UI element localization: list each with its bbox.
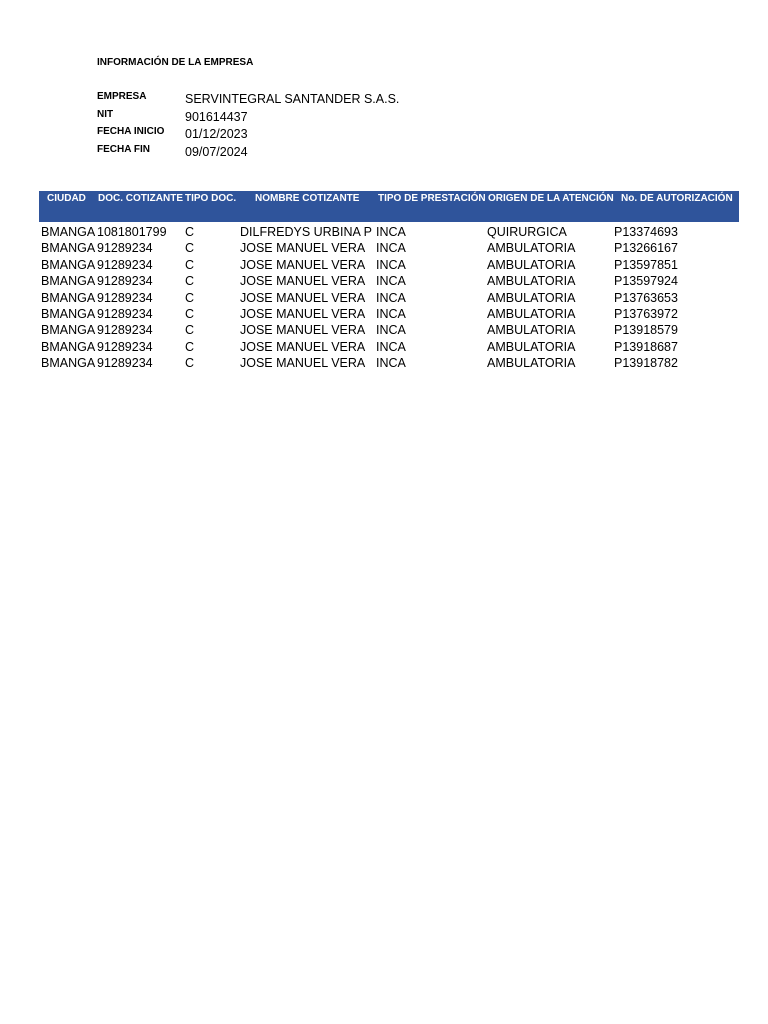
cell-autorizacion: P13918687 [614,339,678,354]
cell-autorizacion: P13918782 [614,356,678,371]
cell-tipo-prestacion: INCA [376,274,406,289]
cell-autorizacion: P13763653 [614,290,678,305]
cell-tipo-prestacion: INCA [376,241,406,256]
cell-origen-atencion: AMBULATORIA [487,323,576,338]
cell-origen-atencion: AMBULATORIA [487,339,576,354]
cell-doc-cotizante: 91289234 [97,274,153,289]
cell-ciudad: BMANGA [41,306,96,321]
cell-tipo-prestacion: INCA [376,323,406,338]
cell-autorizacion: P13763972 [614,306,678,321]
cell-origen-atencion: AMBULATORIA [487,356,576,371]
cell-autorizacion: P13918579 [614,323,678,338]
cell-autorizacion: P13374693 [614,225,678,239]
cell-nombre-cotizante: JOSE MANUEL VERA [240,323,366,338]
cell-tipo-doc: C [185,241,195,256]
cell-nombre-cotizante: JOSE MANUEL VERA [240,339,366,354]
cell-nombre-cotizante: JOSE MANUEL VERA [240,356,366,371]
cell-origen-atencion: QUIRURGICA [487,225,567,239]
column-header-origen-atencion: ORIGEN DE LA ATENCIÓN [488,193,614,204]
cell-doc-cotizante: 91289234 [97,323,153,338]
cell-tipo-prestacion: INCA [376,339,406,354]
info-row-fecha-inicio [97,126,497,143]
cell-tipo-doc: C [185,306,195,321]
cell-tipo-doc: C [185,323,195,338]
cell-tipo-prestacion: INCA [376,306,406,321]
cell-ciudad: BMANGA [41,225,96,239]
table-row [0,355,768,371]
table-row [0,322,768,338]
column-header-autorizacion: No. DE AUTORIZACIÓN [621,193,733,204]
cell-origen-atencion: AMBULATORIA [487,306,576,321]
info-row-nit [97,109,497,126]
info-label: FECHA FIN [97,144,150,155]
info-value: 901614437 [185,110,248,124]
cell-origen-atencion: AMBULATORIA [487,241,576,256]
cell-doc-cotizante: 91289234 [97,356,153,371]
cell-ciudad: BMANGA [41,241,96,256]
info-label: NIT [97,109,114,120]
info-value: 01/12/2023 [185,127,248,141]
table-header [39,191,739,222]
table-row [0,224,768,240]
table-row [0,290,768,306]
cell-nombre-cotizante: JOSE MANUEL VERA [240,306,366,321]
column-header-ciudad: CIUDAD [47,193,86,204]
table-row [0,273,768,289]
info-row-fecha-fin [97,144,497,161]
company-info-title: INFORMACIÓN DE LA EMPRESA [97,57,254,68]
info-label: FECHA INICIO [97,126,165,137]
cell-ciudad: BMANGA [41,339,96,354]
column-header-doc-cotizante: DOC. COTIZANTE [98,193,183,204]
table-body [0,224,768,372]
cell-origen-atencion: AMBULATORIA [487,257,576,272]
cell-ciudad: BMANGA [41,290,96,305]
cell-tipo-doc: C [185,274,195,289]
column-header-nombre-cotizante: NOMBRE COTIZANTE [255,193,360,204]
cell-origen-atencion: AMBULATORIA [487,290,576,305]
table-row [0,306,768,322]
cell-autorizacion: P13266167 [614,241,678,256]
cell-doc-cotizante: 91289234 [97,306,153,321]
cell-origen-atencion: AMBULATORIA [487,274,576,289]
cell-tipo-doc: C [185,339,195,354]
cell-autorizacion: P13597924 [614,274,678,289]
cell-doc-cotizante: 91289234 [97,339,153,354]
cell-autorizacion: P13597851 [614,257,678,272]
cell-doc-cotizante: 1081801799 [97,225,167,239]
cell-doc-cotizante: 91289234 [97,290,153,305]
info-value: 09/07/2024 [185,145,248,159]
table-row [0,240,768,256]
cell-tipo-doc: C [185,356,195,371]
cell-tipo-prestacion: INCA [376,356,406,371]
table-row [0,339,768,355]
column-header-tipo-doc: TIPO DOC. [185,193,237,204]
column-header-tipo-prestacion: TIPO DE PRESTACIÓN [378,193,486,204]
cell-tipo-prestacion: INCA [376,225,406,239]
info-value: SERVINTEGRAL SANTANDER S.A.S. [185,92,400,106]
cell-ciudad: BMANGA [41,257,96,272]
cell-tipo-prestacion: INCA [376,290,406,305]
cell-doc-cotizante: 91289234 [97,257,153,272]
cell-nombre-cotizante: JOSE MANUEL VERA [240,257,366,272]
cell-tipo-doc: C [185,290,195,305]
cell-nombre-cotizante: JOSE MANUEL VERA [240,290,366,305]
info-row-empresa [97,91,497,108]
cell-tipo-prestacion: INCA [376,257,406,272]
cell-nombre-cotizante: DILFREDYS URBINA P [240,225,372,239]
cell-nombre-cotizante: JOSE MANUEL VERA [240,274,366,289]
cell-tipo-doc: C [185,257,195,272]
info-label: EMPRESA [97,91,147,102]
cell-nombre-cotizante: JOSE MANUEL VERA [240,241,366,256]
cell-ciudad: BMANGA [41,274,96,289]
cell-doc-cotizante: 91289234 [97,241,153,256]
table-row [0,257,768,273]
cell-ciudad: BMANGA [41,323,96,338]
cell-ciudad: BMANGA [41,356,96,371]
cell-tipo-doc: C [185,225,195,239]
